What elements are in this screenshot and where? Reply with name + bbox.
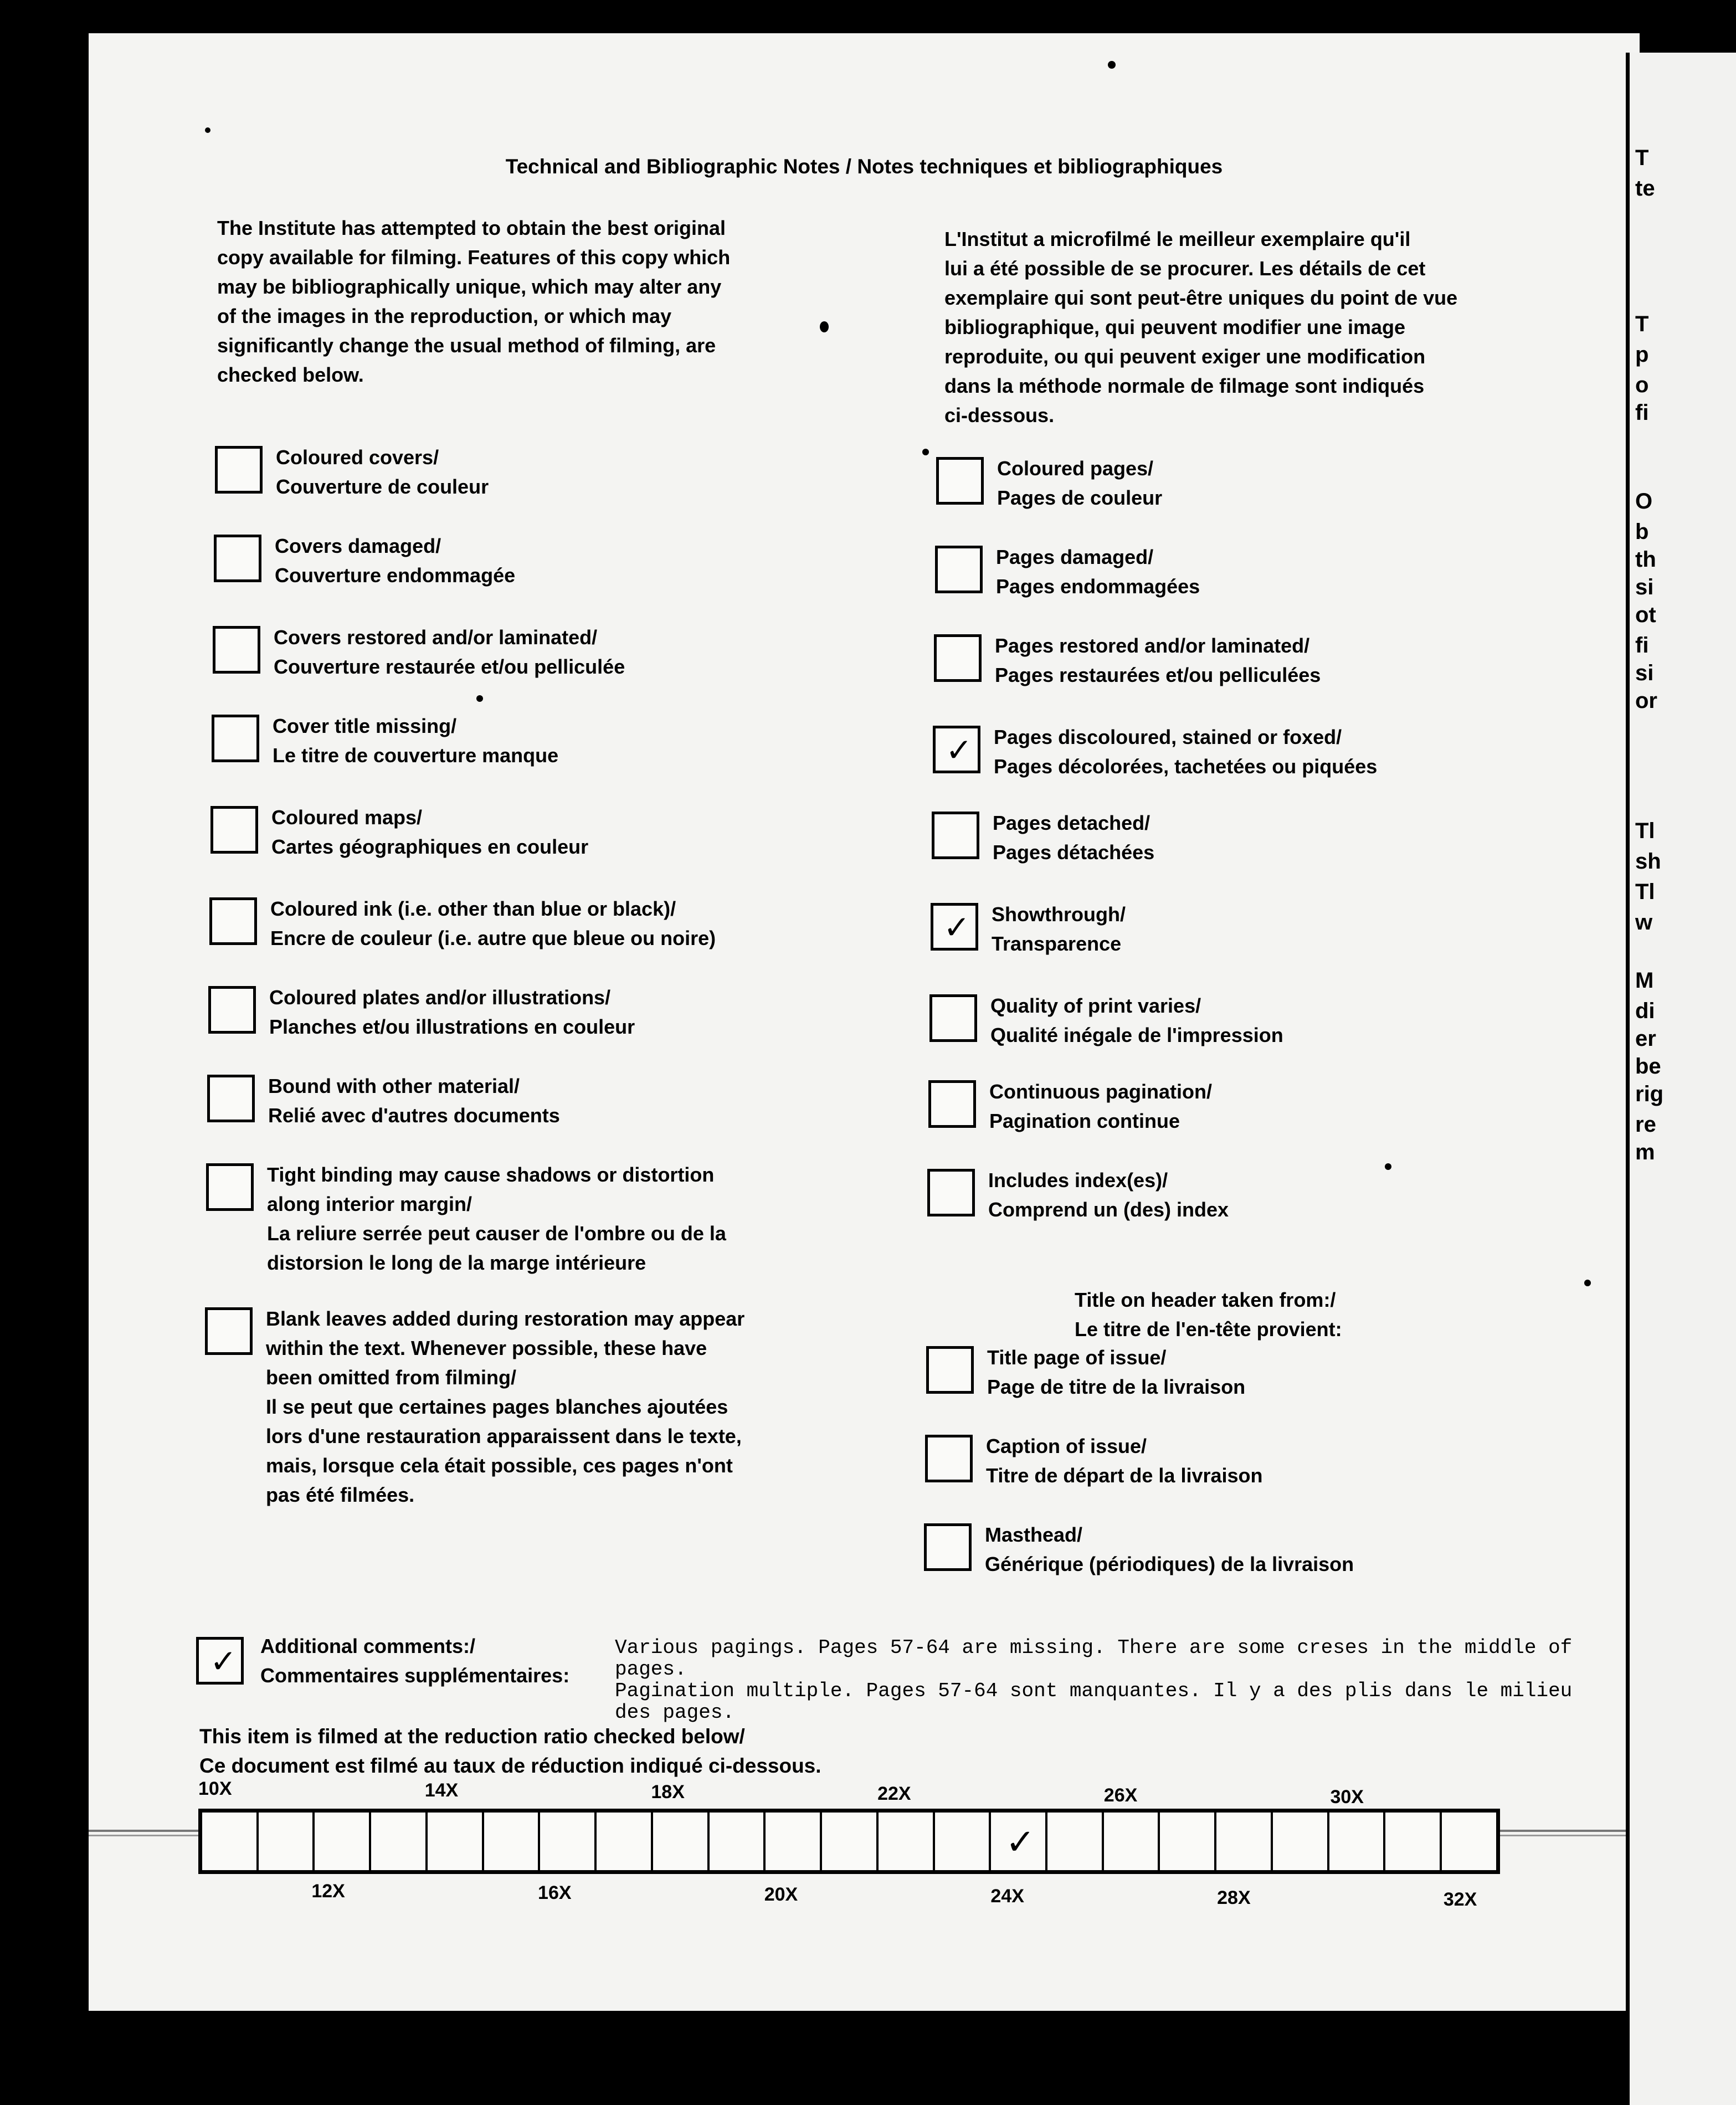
adjacent-page-text: sh bbox=[1635, 849, 1661, 874]
ratio-tick-top: 26X bbox=[1103, 1785, 1138, 1806]
label-line: Page de titre de la livraison bbox=[987, 1375, 1246, 1398]
label-line: Titre de départ de la livraison bbox=[986, 1464, 1263, 1487]
checkbox[interactable] bbox=[207, 1075, 255, 1122]
label-line: Caption of issue/ bbox=[986, 1435, 1147, 1457]
adjacent-page-text: th bbox=[1635, 547, 1656, 572]
checkbox[interactable] bbox=[212, 715, 259, 762]
ratio-tick-top: 22X bbox=[877, 1783, 911, 1804]
checkbox[interactable] bbox=[936, 457, 984, 505]
adjacent-page-text: or bbox=[1635, 689, 1657, 713]
label-line: Pages endommagées bbox=[996, 575, 1200, 598]
comment-line: Various pagings. Pages 57-64 are missing. There are some creses in the middle of bbox=[615, 1636, 1573, 1659]
ratio-cell[interactable] bbox=[935, 1813, 992, 1870]
label-line: Quality of print varies/ bbox=[990, 994, 1201, 1017]
label-line: Relié avec d'autres documents bbox=[268, 1104, 560, 1127]
checklist-label bbox=[267, 1160, 726, 1277]
label-line: Encre de couleur (i.e. autre que bleue ou noire) bbox=[270, 927, 716, 949]
label-line: Le titre de couverture manque bbox=[273, 744, 559, 767]
label-line: Coloured pages/ bbox=[997, 457, 1154, 480]
checklist-label bbox=[988, 1166, 1229, 1224]
checkbox[interactable] bbox=[928, 1080, 976, 1128]
checklist-label bbox=[993, 808, 1154, 867]
checklist-label bbox=[990, 991, 1283, 1050]
ratio-cell[interactable] bbox=[879, 1813, 935, 1870]
comments-label-fr: Commentaires supplémentaires: bbox=[260, 1664, 570, 1687]
label-line: Cartes géographiques en couleur bbox=[271, 835, 589, 858]
ratio-cell[interactable] bbox=[653, 1813, 710, 1870]
comments-label-en: Additional comments:/ bbox=[260, 1635, 476, 1657]
intro-english bbox=[217, 213, 730, 389]
adjacent-page-text: er bbox=[1635, 1026, 1656, 1051]
intro-french bbox=[944, 224, 1457, 430]
ratio-tick-bottom: 28X bbox=[1217, 1887, 1251, 1908]
header-note-fr: Le titre de l'en-tête provient: bbox=[1075, 1318, 1342, 1341]
label-line: Includes index(es)/ bbox=[988, 1169, 1168, 1192]
label-line: Transparence bbox=[992, 932, 1122, 955]
text-line: dans la méthode normale de filmage sont indiqués bbox=[944, 374, 1425, 397]
label-line: Coloured ink (i.e. other than blue or black)/ bbox=[270, 897, 676, 920]
checklist-label bbox=[996, 542, 1200, 601]
checkbox[interactable] bbox=[213, 626, 260, 674]
ratio-tick-bottom: 16X bbox=[538, 1882, 572, 1903]
speck bbox=[1385, 1163, 1391, 1170]
adjacent-page-text: be bbox=[1635, 1054, 1661, 1079]
checklist-label bbox=[989, 1077, 1212, 1136]
ratio-cell[interactable] bbox=[315, 1813, 371, 1870]
label-line: Coloured plates and/or illustrations/ bbox=[269, 986, 611, 1009]
checkbox[interactable] bbox=[209, 897, 257, 945]
adjacent-page-text: si bbox=[1635, 661, 1654, 685]
checkbox[interactable] bbox=[924, 1523, 972, 1571]
checkbox[interactable] bbox=[932, 812, 979, 859]
checkbox[interactable] bbox=[925, 1435, 973, 1482]
ratio-tick-top: 18X bbox=[651, 1781, 685, 1803]
adjacent-page-text: di bbox=[1635, 999, 1655, 1023]
checkbox[interactable] bbox=[926, 1346, 974, 1394]
ratio-cell[interactable] bbox=[1273, 1813, 1329, 1870]
checklist-label bbox=[995, 631, 1321, 690]
checkbox[interactable] bbox=[210, 806, 258, 854]
additional-comments-text bbox=[615, 1637, 1612, 1723]
adjacent-page-text: fi bbox=[1635, 401, 1649, 425]
checklist-label bbox=[269, 983, 635, 1041]
label-line: lors d'une restauration apparaissent dans le texte, bbox=[266, 1425, 742, 1447]
checklist-label bbox=[985, 1520, 1354, 1579]
ratio-cell[interactable] bbox=[710, 1813, 766, 1870]
label-line: along interior margin/ bbox=[267, 1193, 472, 1215]
text-line: exemplaire qui sont peut-être uniques du point de vue bbox=[944, 286, 1458, 309]
label-line: Pages restored and/or laminated/ bbox=[995, 634, 1310, 657]
checkbox[interactable] bbox=[205, 1307, 253, 1355]
additional-comments-checkbox[interactable] bbox=[196, 1637, 244, 1685]
label-line: Comprend un (des) index bbox=[988, 1198, 1229, 1221]
ratio-cell[interactable] bbox=[484, 1813, 541, 1870]
document-page bbox=[89, 33, 1640, 2011]
ratio-cell[interactable] bbox=[991, 1813, 1047, 1870]
label-line: Covers damaged/ bbox=[275, 535, 441, 557]
ratio-tick-bottom: 20X bbox=[764, 1884, 798, 1905]
ratio-cell[interactable] bbox=[202, 1813, 259, 1870]
label-line: Blank leaves added during restoration may appear bbox=[266, 1307, 745, 1330]
label-line: Pages damaged/ bbox=[996, 546, 1154, 568]
speck bbox=[1584, 1280, 1591, 1286]
text-line: may be bibliographically unique, which may alter any bbox=[217, 275, 722, 298]
reduction-ratio-label bbox=[199, 1722, 821, 1780]
ratio-cell[interactable] bbox=[259, 1813, 315, 1870]
text-line: lui a été possible de se procurer. Les détails de cet bbox=[944, 257, 1426, 280]
label-line: distorsion le long de la marge intérieure bbox=[267, 1251, 646, 1274]
label-line: Showthrough/ bbox=[992, 903, 1126, 926]
checkbox[interactable] bbox=[214, 535, 261, 582]
text-line: L'Institut a microfilmé le meilleur exemplaire qu'il bbox=[944, 228, 1411, 250]
reduction-label-fr: Ce document est filmé au taux de réduction indiqué ci-dessous. bbox=[199, 1754, 821, 1777]
text-line: of the images in the reproduction, or which may bbox=[217, 305, 672, 327]
checklist-label bbox=[992, 900, 1126, 958]
page-title: Technical and Bibliographic Notes / Notes techniques et bibliographiques bbox=[505, 155, 1223, 178]
text-line: significantly change the usual method of filming, are bbox=[217, 334, 716, 357]
ratio-cell[interactable] bbox=[540, 1813, 597, 1870]
text-line: checked below. bbox=[217, 363, 364, 386]
comment-line: Pagination multiple. Pages 57-64 sont manquantes. Il y a des plis dans le milieu bbox=[615, 1680, 1573, 1702]
ratio-tick-bottom: 12X bbox=[311, 1881, 345, 1902]
ratio-tick-top: 30X bbox=[1330, 1786, 1364, 1808]
label-line: mais, lorsque cela était possible, ces pages n'ont bbox=[266, 1454, 733, 1477]
checklist-label bbox=[276, 443, 489, 501]
label-line: La reliure serrée peut causer de l'ombre ou de la bbox=[267, 1222, 726, 1245]
label-line: within the text. Whenever possible, these have bbox=[266, 1337, 707, 1359]
ratio-cell[interactable] bbox=[1160, 1813, 1216, 1870]
checkbox[interactable] bbox=[208, 986, 256, 1034]
ratio-cell[interactable] bbox=[1047, 1813, 1104, 1870]
label-line: Pages détachées bbox=[993, 841, 1155, 864]
adjacent-page-text: fi bbox=[1635, 633, 1649, 658]
label-line: Bound with other material/ bbox=[268, 1075, 520, 1097]
adjacent-page-text: o bbox=[1635, 373, 1649, 397]
text-line: reproduite, ou qui peuvent exiger une modification bbox=[944, 345, 1426, 368]
label-line: Coloured maps/ bbox=[271, 806, 423, 829]
text-line: ci-dessous. bbox=[944, 404, 1055, 427]
checklist-label bbox=[270, 894, 716, 953]
checkbox[interactable] bbox=[215, 446, 263, 494]
checkbox[interactable] bbox=[934, 634, 982, 682]
label-line: Cover title missing/ bbox=[273, 715, 457, 737]
label-line: pas été filmées. bbox=[266, 1483, 415, 1506]
checklist-label bbox=[273, 711, 558, 770]
label-line: Pages restaurées et/ou pelliculées bbox=[995, 664, 1321, 686]
label-line: Covers restored and/or laminated/ bbox=[274, 626, 598, 649]
speck bbox=[205, 127, 210, 133]
text-line: copy available for filming. Features of this copy which bbox=[217, 246, 731, 269]
ratio-cell[interactable] bbox=[1104, 1813, 1160, 1870]
label-line: Couverture de couleur bbox=[276, 475, 489, 498]
text-line: bibliographique, qui peuvent modifier une image bbox=[944, 316, 1406, 338]
text-line: The Institute has attempted to obtain the best original bbox=[217, 217, 726, 239]
comment-line: des pages. bbox=[615, 1701, 735, 1724]
ratio-cell[interactable] bbox=[1216, 1813, 1273, 1870]
label-line: Continuous pagination/ bbox=[989, 1080, 1212, 1103]
checklist-label bbox=[275, 531, 515, 590]
label-line: Pages de couleur bbox=[997, 486, 1163, 509]
speck bbox=[922, 449, 929, 455]
label-line: Pages décolorées, tachetées ou piquées bbox=[994, 755, 1378, 778]
adjacent-page-text: w bbox=[1635, 910, 1653, 935]
ratio-tick-bottom: 32X bbox=[1443, 1889, 1477, 1910]
ratio-cell[interactable] bbox=[597, 1813, 653, 1870]
label-line: Il se peut que certaines pages blanches ajoutées bbox=[266, 1395, 728, 1418]
header-note-en: Title on header taken from:/ bbox=[1075, 1288, 1336, 1311]
speck bbox=[476, 695, 483, 702]
checklist-label bbox=[987, 1343, 1245, 1401]
label-line: Pages discoloured, stained or foxed/ bbox=[994, 726, 1342, 748]
checklist-label bbox=[266, 1304, 744, 1510]
ratio-cell[interactable] bbox=[428, 1813, 484, 1870]
ratio-cell[interactable] bbox=[1329, 1813, 1386, 1870]
label-line: Tight binding may cause shadows or distortion bbox=[267, 1163, 715, 1186]
label-line: Couverture endommagée bbox=[275, 564, 516, 587]
adjacent-page-text: T bbox=[1635, 312, 1649, 336]
checklist-label bbox=[986, 1431, 1263, 1490]
checkbox[interactable] bbox=[927, 1169, 975, 1216]
checklist-label bbox=[994, 722, 1377, 781]
ratio-tick-top: 14X bbox=[424, 1780, 459, 1801]
adjacent-page-text: O bbox=[1635, 489, 1653, 514]
adjacent-page-text: M bbox=[1635, 968, 1654, 993]
adjacent-page-text: rig bbox=[1635, 1082, 1664, 1106]
label-line: Pagination continue bbox=[989, 1110, 1180, 1132]
adjacent-page-text: b bbox=[1635, 520, 1649, 544]
ratio-cell[interactable] bbox=[1442, 1813, 1496, 1870]
checklist-label bbox=[274, 623, 625, 681]
ratio-cell[interactable] bbox=[766, 1813, 822, 1870]
speck bbox=[820, 321, 829, 332]
additional-comments-label bbox=[260, 1631, 569, 1690]
ratio-cell[interactable] bbox=[822, 1813, 879, 1870]
speck bbox=[1108, 61, 1116, 69]
label-line: Coloured covers/ bbox=[276, 446, 439, 469]
check-icon: ✓ bbox=[943, 908, 970, 946]
comment-line: pages. bbox=[615, 1658, 687, 1681]
checklist-label bbox=[997, 454, 1162, 512]
adjacent-page-text: T bbox=[1635, 146, 1649, 170]
adjacent-page-text: p bbox=[1635, 342, 1649, 367]
checkbox[interactable] bbox=[206, 1163, 254, 1211]
ratio-tick-bottom: 24X bbox=[990, 1886, 1024, 1907]
checkbox[interactable] bbox=[931, 903, 978, 951]
label-line: been omitted from filming/ bbox=[266, 1366, 517, 1389]
ratio-cell[interactable] bbox=[371, 1813, 428, 1870]
adjacent-page-text: re bbox=[1635, 1112, 1656, 1137]
check-icon: ✓ bbox=[946, 731, 973, 769]
header-note bbox=[1075, 1285, 1342, 1344]
checkbox[interactable] bbox=[935, 546, 983, 593]
label-line: Générique (périodiques) de la livraison bbox=[985, 1553, 1354, 1575]
checkbox[interactable] bbox=[929, 994, 977, 1042]
label-line: Pages detached/ bbox=[993, 812, 1151, 834]
label-line: Qualité inégale de l'impression bbox=[990, 1024, 1283, 1046]
reduction-label-en: This item is filmed at the reduction ratio checked below/ bbox=[199, 1725, 745, 1748]
adjacent-page-text: ot bbox=[1635, 603, 1656, 627]
check-icon: ✓ bbox=[1005, 1822, 1035, 1863]
adjacent-page-text: te bbox=[1635, 176, 1655, 201]
adjacent-page-edge bbox=[1626, 53, 1736, 2105]
adjacent-page-text: si bbox=[1635, 575, 1654, 599]
reduction-ratio-strip bbox=[198, 1809, 1500, 1874]
checklist-label bbox=[268, 1071, 560, 1130]
label-line: Planches et/ou illustrations en couleur bbox=[269, 1015, 635, 1038]
label-line: Masthead/ bbox=[985, 1523, 1083, 1546]
ratio-tick-top: 10X bbox=[198, 1778, 232, 1799]
label-line: Title page of issue/ bbox=[987, 1346, 1167, 1369]
checkbox[interactable] bbox=[933, 726, 980, 773]
adjacent-page-text: Tl bbox=[1635, 880, 1655, 904]
check-icon: ✓ bbox=[210, 1642, 237, 1680]
checklist-label bbox=[271, 803, 588, 861]
adjacent-page-text: Tl bbox=[1635, 819, 1655, 843]
label-line: Couverture restaurée et/ou pelliculée bbox=[274, 655, 625, 678]
adjacent-page-text: m bbox=[1635, 1140, 1655, 1164]
ratio-cell[interactable] bbox=[1385, 1813, 1442, 1870]
